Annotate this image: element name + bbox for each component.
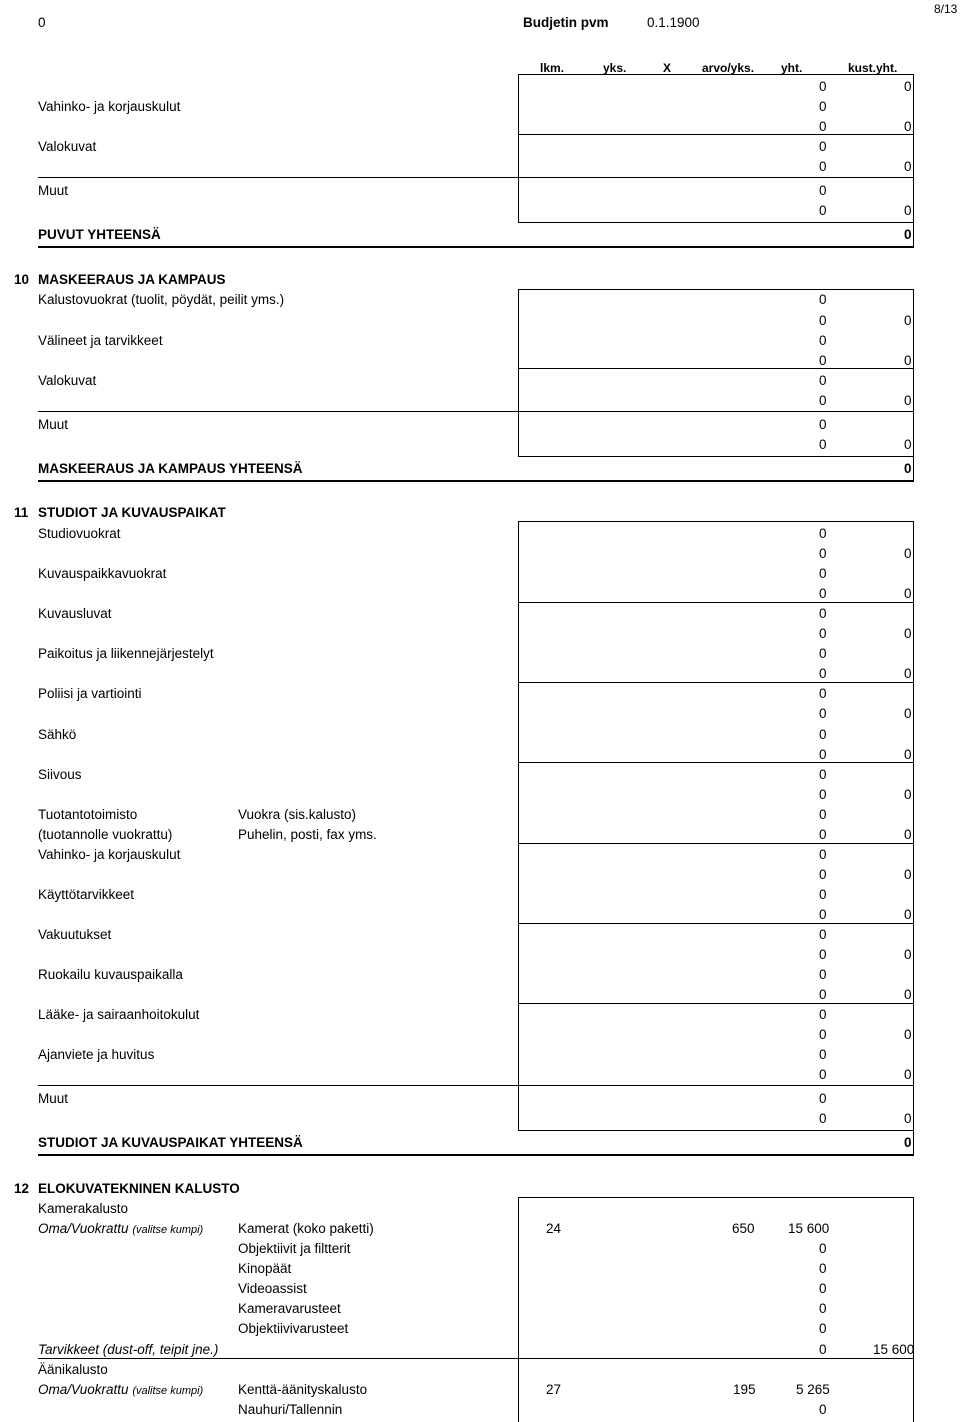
rule [518, 602, 913, 603]
s11-total-value: 0 [904, 1135, 912, 1150]
puvut-total-label: PUVUT YHTEENSÄ [38, 227, 161, 242]
rule [518, 1197, 913, 1198]
col-header-lkm: lkm. [540, 61, 565, 75]
value-cell: 0 [904, 159, 912, 174]
rule [518, 521, 519, 1130]
value-cell: 0 [819, 353, 827, 368]
rule [38, 1154, 914, 1156]
value-cell: 0 [819, 727, 827, 742]
rule [518, 456, 913, 457]
value-cell: 0 [819, 333, 827, 348]
s11-item-label: Paikoitus ja liikennejärjestelyt [38, 646, 214, 661]
s11-item-label: Ruokailu kuvauspaikalla [38, 967, 183, 982]
value-cell: 0 [819, 767, 827, 782]
s10-item-label: Kalustovuokrat (tuolit, pöydät, peilit yms.) [38, 292, 285, 307]
sound-item-total: 0 [819, 1402, 827, 1417]
rule [913, 289, 914, 481]
rule [518, 289, 519, 456]
rule [518, 1003, 913, 1004]
sound-item-qty: 27 [546, 1382, 562, 1397]
camera-group-label: Kamerakalusto [38, 1201, 129, 1216]
rule [518, 682, 913, 683]
value-cell: 0 [904, 437, 912, 452]
sound-group-label: Äänikalusto [38, 1362, 108, 1377]
sound-item-label: Kenttä-äänityskalusto [238, 1382, 368, 1397]
value-cell: 0 [819, 183, 827, 198]
value-cell: 0 [819, 1091, 827, 1106]
s11-item-label: Vahinko- ja korjauskulut [38, 847, 181, 862]
header-date: 0.1.1900 [647, 15, 700, 30]
camera-item-total: 0 [819, 1281, 827, 1296]
camera-item-label: Videoassist [238, 1281, 307, 1296]
value-cell: 0 [819, 847, 827, 862]
s11-item-label: Lääke- ja sairaanhoitokulut [38, 1007, 200, 1022]
value-cell: 0 [819, 646, 827, 661]
value-cell: 0 [819, 666, 827, 681]
value-cell: 0 [819, 393, 827, 408]
camera-item-total: 0 [819, 1241, 827, 1256]
rule [38, 480, 914, 482]
camera-choice[interactable] [38, 1221, 203, 1238]
value-cell: 0 [819, 967, 827, 982]
puvut-item-label: Muut [38, 183, 69, 198]
col-header-yht: yht. [781, 61, 803, 75]
value-cell: 0 [819, 586, 827, 601]
value-cell: 0 [819, 887, 827, 902]
value-cell: 0 [819, 119, 827, 134]
rule [518, 222, 913, 223]
value-cell: 0 [904, 313, 912, 328]
section-12-number: 12 [14, 1181, 30, 1196]
camera-item-total: 15 600 [788, 1221, 830, 1236]
rule [38, 1358, 913, 1359]
value-cell: 0 [904, 546, 912, 561]
value-cell: 0 [819, 867, 827, 882]
s10-item-label: Valokuvat [38, 373, 97, 388]
section-10-title: MASKEERAUS JA KAMPAUS [38, 272, 226, 287]
sound-item-unit-value: 195 [733, 1382, 756, 1397]
value-cell: 0 [819, 807, 827, 822]
value-cell: 0 [819, 292, 827, 307]
office-phone-label: Puhelin, posti, fax yms. [238, 827, 377, 842]
rule [913, 74, 914, 247]
rule [518, 843, 913, 844]
choice-label: Oma/Vuokrattu [38, 1382, 129, 1397]
value-cell: 0 [819, 373, 827, 388]
puvut-item-label: Valokuvat [38, 139, 97, 154]
value-cell: 0 [904, 827, 912, 842]
value-cell: 0 [904, 987, 912, 1002]
rule [913, 521, 914, 1155]
office-label: Tuotantotoimisto [38, 807, 138, 822]
value-cell: 0 [819, 947, 827, 962]
rule [38, 246, 914, 248]
value-cell: 0 [904, 947, 912, 962]
value-cell: 0 [819, 1067, 827, 1082]
rule [38, 177, 913, 178]
value-cell: 0 [819, 747, 827, 762]
value-cell: 0 [904, 1111, 912, 1126]
s11-item-label: Studiovuokrat [38, 526, 121, 541]
sound-choice[interactable] [38, 1382, 203, 1399]
section-10-number: 10 [14, 272, 30, 287]
puvut-item-label: Vahinko- ja korjauskulut [38, 99, 181, 114]
s11-item-label: Sähkö [38, 727, 77, 742]
value-cell: 0 [904, 907, 912, 922]
value-cell: 0 [819, 1027, 827, 1042]
page-number: 8/13 [934, 2, 958, 16]
rule [518, 134, 913, 135]
value-cell: 0 [819, 1047, 827, 1062]
s10-total-label: MASKEERAUS JA KAMPAUS YHTEENSÄ [38, 461, 303, 476]
value-cell: 0 [819, 626, 827, 641]
value-cell: 0 [819, 686, 827, 701]
value-cell: 0 [904, 393, 912, 408]
s11-item-label: Poliisi ja vartiointi [38, 686, 142, 701]
choice-hint: (valitse kumpi) [132, 1224, 204, 1236]
camera-item-label: Objektiivit ja filtterit [238, 1241, 351, 1256]
camera-item-label: Objektiivivarusteet [238, 1321, 349, 1336]
rule [518, 368, 913, 369]
value-cell: 0 [819, 79, 827, 94]
value-cell: 0 [904, 666, 912, 681]
camera-item-total: 0 [819, 1261, 827, 1276]
sound-item-label: Nauhuri/Tallennin [238, 1402, 343, 1417]
value-cell: 0 [819, 1007, 827, 1022]
value-cell: 0 [904, 626, 912, 641]
value-cell: 0 [904, 867, 912, 882]
header-left-zero: 0 [38, 15, 46, 30]
s11-item-label: Muut [38, 1091, 69, 1106]
section-12-title: ELOKUVATEKNINEN KALUSTO [38, 1181, 240, 1196]
s11-total-label: STUDIOT JA KUVAUSPAIKAT YHTEENSÄ [38, 1135, 303, 1150]
value-cell: 0 [819, 159, 827, 174]
camera-item-total: 0 [819, 1301, 827, 1316]
camera-item-label: Kamerat (koko paketti) [238, 1221, 374, 1236]
rule [518, 1197, 519, 1422]
s11-item-label: Kuvauspaikkavuokrat [38, 566, 167, 581]
value-cell: 0 [904, 1067, 912, 1082]
value-cell: 0 [904, 787, 912, 802]
rule [518, 923, 913, 924]
col-header-kust-yht: kust.yht. [848, 61, 898, 75]
camera-item-label: Kameravarusteet [238, 1301, 341, 1316]
s11-item-label: Ajanviete ja huvitus [38, 1047, 155, 1062]
choice-label: Oma/Vuokrattu [38, 1221, 129, 1236]
s10-item-label: Muut [38, 417, 69, 432]
s10-item-label: Välineet ja tarvikkeet [38, 333, 163, 348]
value-cell: 0 [819, 1111, 827, 1126]
sound-item-total: 5 265 [796, 1382, 830, 1397]
section-11-title: STUDIOT JA KUVAUSPAIKAT [38, 505, 226, 520]
value-cell: 0 [819, 546, 827, 561]
value-cell: 0 [819, 706, 827, 721]
value-cell: 0 [819, 203, 827, 218]
s11-item-label: Kuvausluvat [38, 606, 112, 621]
value-cell: 0 [904, 1027, 912, 1042]
office-rent-label: Vuokra (sis.kalusto) [238, 807, 357, 822]
value-cell: 0 [819, 417, 827, 432]
value-cell: 0 [819, 606, 827, 621]
value-cell: 0 [819, 99, 827, 114]
value-cell: 0 [819, 907, 827, 922]
value-cell: 0 [819, 987, 827, 1002]
camera-item-unit-value: 650 [732, 1221, 755, 1236]
choice-hint: (valitse kumpi) [132, 1385, 204, 1397]
supplies-label: Tarvikkeet (dust-off, teipit jne.) [38, 1342, 219, 1357]
value-cell: 0 [904, 353, 912, 368]
s11-item-label: Siivous [38, 767, 82, 782]
s11-item-label: Käyttötarvikkeet [38, 887, 135, 902]
col-header-arvo-yks: arvo/yks. [702, 61, 755, 75]
value-cell: 0 [819, 787, 827, 802]
rule [38, 411, 913, 412]
rule [518, 289, 913, 290]
col-header-x: X [663, 61, 672, 75]
office-label-note: (tuotannolle vuokrattu) [38, 827, 173, 842]
rule [518, 762, 913, 763]
camera-sum: 15 600 [873, 1342, 915, 1357]
rule [518, 1130, 913, 1131]
value-cell: 0 [904, 586, 912, 601]
rule [518, 74, 913, 75]
value-cell: 0 [904, 203, 912, 218]
value-cell: 0 [819, 566, 827, 581]
camera-item-total: 0 [819, 1321, 827, 1336]
s11-item-label: Vakuutukset [38, 927, 112, 942]
value-cell: 0 [904, 119, 912, 134]
camera-item-label: Kinopäät [238, 1261, 292, 1276]
rule [518, 74, 519, 222]
section-11-number: 11 [14, 505, 29, 520]
header-title: Budjetin pvm [523, 15, 609, 30]
value-cell: 0 [819, 313, 827, 328]
col-header-yks: yks. [603, 61, 627, 75]
puvut-total-value: 0 [904, 227, 912, 242]
value-cell: 0 [819, 827, 827, 842]
supplies-total: 0 [819, 1342, 827, 1357]
rule [518, 521, 913, 522]
value-cell: 0 [819, 927, 827, 942]
value-cell: 0 [819, 437, 827, 452]
s10-total-value: 0 [904, 461, 912, 476]
value-cell: 0 [819, 526, 827, 541]
value-cell: 0 [904, 747, 912, 762]
rule [38, 1085, 913, 1086]
rule [913, 1197, 914, 1422]
value-cell: 0 [904, 79, 912, 94]
value-cell: 0 [819, 139, 827, 154]
camera-item-qty: 24 [546, 1221, 562, 1236]
value-cell: 0 [904, 706, 912, 721]
